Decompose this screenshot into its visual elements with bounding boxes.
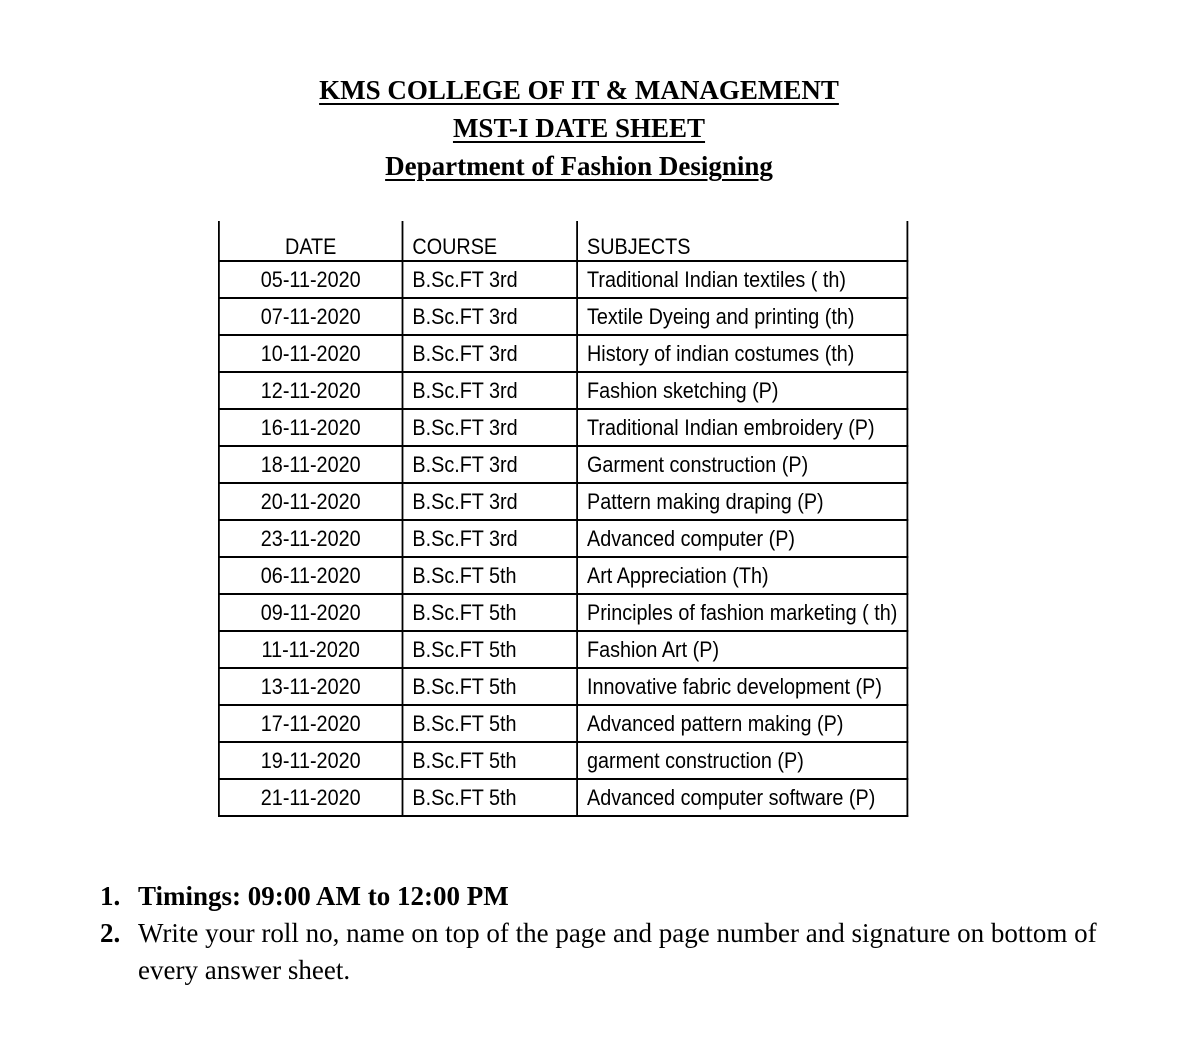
instruction-number: 1. [100,881,121,911]
table-row [219,372,907,409]
document-title-text: MST-I DATE SHEET [452,113,706,143]
cell-date: 10-11-2020 [219,335,403,372]
cell-course: B.Sc.FT 5th [403,779,578,816]
cell-subject: Textile Dyeing and printing (th) [577,298,907,335]
cell-date: 05-11-2020 [219,261,403,298]
cell-subject: garment construction (P) [577,742,907,779]
cell-course: B.Sc.FT 3rd [403,446,578,483]
cell-date: 09-11-2020 [219,594,403,631]
instruction-text: Timings: 09:00 AM to 12:00 PM [138,881,509,911]
cell-subject: Advanced computer software (P) [577,779,907,816]
cell-subject: Garment construction (P) [577,446,907,483]
table-row [219,298,907,335]
cell-course: B.Sc.FT 3rd [403,520,578,557]
table-row [219,557,907,594]
cell-date: 21-11-2020 [219,779,403,816]
cell-course: B.Sc.FT 3rd [403,298,578,335]
cell-course: B.Sc.FT 5th [403,631,578,668]
instructions-list [100,878,1140,989]
document-title [0,110,1158,146]
cell-course: B.Sc.FT 3rd [403,261,578,298]
department-name-text: Department of Fashion Designing [385,151,773,181]
instruction-item [100,878,1140,915]
cell-date: 19-11-2020 [219,742,403,779]
date-sheet-table [218,221,908,817]
cell-subject: Fashion sketching (P) [577,372,907,409]
cell-date: 12-11-2020 [219,372,403,409]
cell-subject: Innovative fabric development (P) [577,668,907,705]
cell-date: 07-11-2020 [219,298,403,335]
table-row [219,705,907,742]
table-row [219,409,907,446]
cell-subject: Art Appreciation (Th) [577,557,907,594]
table-row [219,779,907,816]
cell-subject: Advanced pattern making (P) [577,705,907,742]
college-name-text: KMS COLLEGE OF IT & MANAGEMENT [319,75,839,105]
table-row [219,335,907,372]
cell-subject: Principles of fashion marketing ( th) [577,594,907,631]
cell-subject: Traditional Indian embroidery (P) [577,409,907,446]
department-name [0,148,1158,184]
cell-subject: Fashion Art (P) [577,631,907,668]
instruction-number: 2. [100,918,121,948]
cell-date: 16-11-2020 [219,409,403,446]
cell-date: 18-11-2020 [219,446,403,483]
college-name [0,72,1158,108]
table-row [219,668,907,705]
cell-course: B.Sc.FT 5th [403,668,578,705]
table-row [219,631,907,668]
cell-course: B.Sc.FT 3rd [403,409,578,446]
instruction-text: Write your roll no, name on top of the page and page number and signature on bottom of every answer sheet. [138,918,1097,985]
cell-date: 17-11-2020 [219,705,403,742]
cell-course: B.Sc.FT 3rd [403,483,578,520]
table-body [219,261,907,816]
cell-course: B.Sc.FT 5th [403,705,578,742]
table-row [219,261,907,298]
cell-course: B.Sc.FT 5th [403,742,578,779]
column-header-subjects: SUBJECTS [577,221,907,261]
cell-date: 13-11-2020 [219,668,403,705]
table-row [219,483,907,520]
cell-subject: Traditional Indian textiles ( th) [577,261,907,298]
column-header-date: DATE [219,221,403,261]
cell-subject: History of indian costumes (th) [577,335,907,372]
table-header-row [219,221,907,261]
cell-course: B.Sc.FT 3rd [403,335,578,372]
cell-subject: Advanced computer (P) [577,520,907,557]
cell-course: B.Sc.FT 5th [403,557,578,594]
cell-date: 20-11-2020 [219,483,403,520]
cell-course: B.Sc.FT 3rd [403,372,578,409]
cell-date: 11-11-2020 [219,631,403,668]
table-row [219,446,907,483]
table-row [219,520,907,557]
instruction-item [100,915,1140,989]
table-row [219,594,907,631]
cell-course: B.Sc.FT 5th [403,594,578,631]
cell-subject: Pattern making draping (P) [577,483,907,520]
table-row [219,742,907,779]
cell-date: 23-11-2020 [219,520,403,557]
cell-date: 06-11-2020 [219,557,403,594]
column-header-course: COURSE [403,221,578,261]
